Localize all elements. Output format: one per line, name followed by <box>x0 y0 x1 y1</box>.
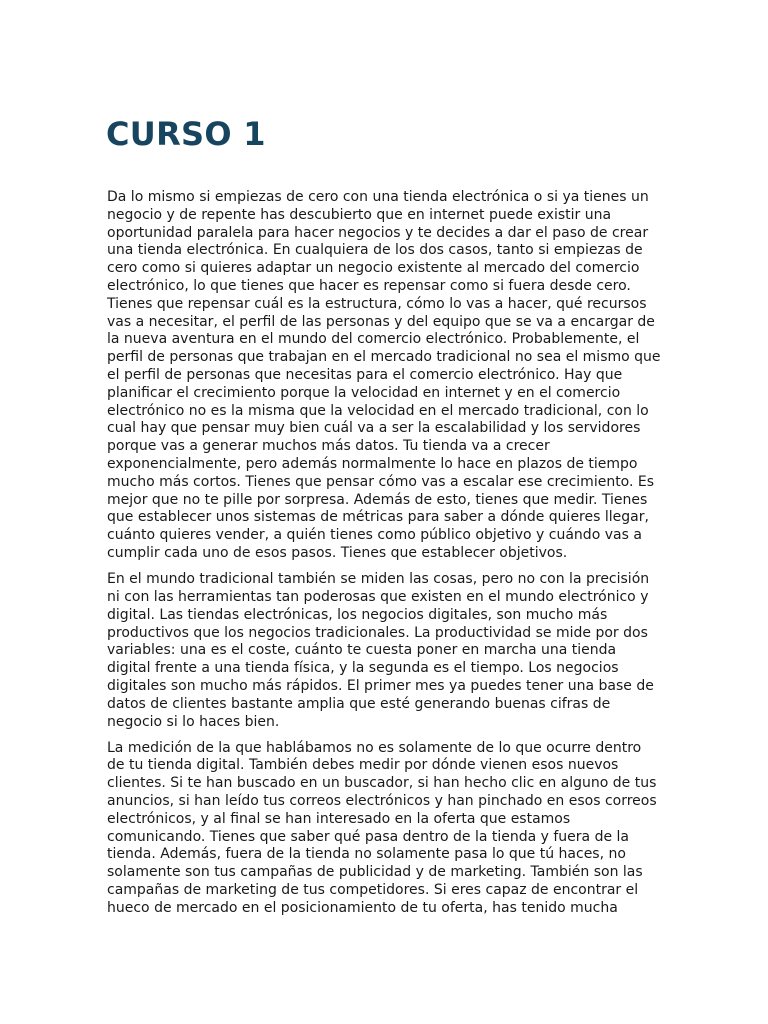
paragraph: Da lo mismo si empiezas de cero con una tienda electrónica o si ya tienes un negocio y de repente has descubierto que en internet puede existir una oportunidad paralela para hacer negocios y te decides a dar el paso de crear una tienda electrónica. En cualquiera de los dos casos, tanto si empiezas de cero como si quieres adaptar un negocio existente al mercado del comercio electrónico, lo que tienes que hacer es repensar como si fuera desde cero. Tienes que repensar cuál es la estructura, cómo lo vas a hacer, qué recursos vas a necesitar, el perfil de las personas y del equipo que se va a encargar de la nueva aventura en el mundo del comercio electrónico. Probablemente, el perfil de personas que trabajan en el mercado tradicional no sea el mismo que el perfil de personas que necesitas para el comercio electrónico. Hay que planificar el crecimiento porque la velocidad en internet y en el comercio electrónico no es la misma que la velocidad en el mercado tradicional, con lo cual hay que pensar muy bien cuál va a ser la escalabilidad y los servidores porque vas a generar muchos más datos. Tu tienda va a crecer exponencialmente, pero además normalmente lo hace en plazos de tiempo mucho más cortos. Tienes que pensar cómo vas a escalar ese crecimiento. Es mejor que no te pille por sorpresa. Además de esto, tienes que medir. Tienes que establecer unos sistemas de métricas para saber a dónde quieres llegar, cuánto quieres vender, a quién tienes como público objetivo y cuándo vas a cumplir cada uno de esos pasos. Tienes que establecer objetivos. <box>107 189 661 561</box>
paragraph: En el mundo tradicional también se miden las cosas, pero no con la precisión ni con las herramientas tan poderosas que existen en el mundo electrónico y digital. Las tiendas electrónicas, los negocios digitales, son mucho más productivos que los negocios tradicionales. La productividad se mide por dos variables: una es el coste, cuánto te cuesta poner en marcha una tienda digital frente a una tienda física, y la segunda es el tiempo. Los negocios digitales son mucho más rápidos. El primer mes ya puedes tener una base de datos de clientes bastante amplia que esté generando buenas cifras de negocio si lo haces bien. <box>107 571 654 730</box>
page-title: CURSO 1 <box>106 115 266 153</box>
paragraph: La medición de la que hablábamos no es solamente de lo que ocurre dentro de tu tienda digital. También debes medir por dónde vienen esos nuevos clientes. Si te han buscado en un buscador, si han hecho clic en alguno de tus anuncios, si han leído tus correos electrónicos y han pinchado en esos correos electrónicos, y al final se han interesado en la oferta que estamos comunicando. Tienes que saber qué pasa dentro de la tienda y fuera de la tienda. Además, fuera de la tienda no solamente pasa lo que tú haces, no solamente son tus campañas de publicidad y de marketing. También son las campañas de marketing de tus competidores. Si eres capaz de encontrar el hueco de mercado en el posicionamiento de tu oferta, has tenido mucha <box>107 739 657 916</box>
document-body <box>107 189 663 926</box>
